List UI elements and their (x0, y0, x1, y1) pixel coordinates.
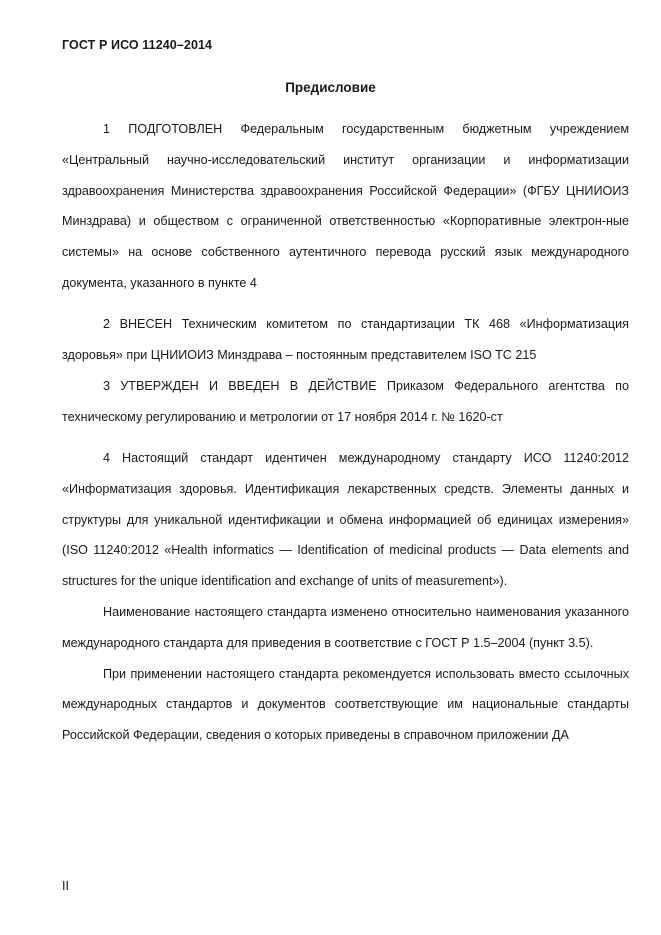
paragraph-prepared-by: 1 ПОДГОТОВЛЕН Федеральным государственным бюджетным учреждением «Центральный научно-исследовательский институт организации и информатизации здравоохранения Министерства здравоохранения Российской Федерации» (ФГБУ ЦНИИОИЗ Минздрава) и обществом с ограниченной ответственностью «Корпоративные электрон-ные системы» на основе собственного аутентичного перевода русский язык международного документа, указанного в пункте 4 (62, 122, 629, 290)
document-code-header: ГОСТ Р ИСО 11240–2014 (62, 38, 213, 52)
paragraph-name-changed: Наименование настоящего стандарта изменено относительно наименования указанного международного стандарта для приведения в соответствие с ГОСТ Р 1.5–2004 (пункт 3.5). (62, 604, 629, 650)
paragraph-introduced-by: 2 ВНЕСЕН Техническим комитетом по стандартизации ТК 468 «Информатизация здоровья» при ЦНИИОИЗ Минздрава – постоянным представителем ISO TC 215 (62, 316, 629, 362)
page-number: II (62, 879, 69, 893)
paragraph-identical-standard: 4 Настоящий стандарт идентичен международному стандарту ИСО 11240:2012 «Информатизация здоровья. Идентификация лекарственных средств. Элементы данных и структуры для уникальной идентификации и обмена информацией об единицах измерения» (ISO 11240:2012 «Health informatics — Identification of medicinal products — Data elements and structures for the unique identification and exchange of units of measurement»). (62, 450, 629, 589)
paragraph-approved: 3 УТВЕРЖДЕН И ВВЕДЕН В ДЕЙСТВИЕ Приказом Федерального агентства по техническому регулированию и метрологии от 17 ноября 2014 г. № 1620-ст (62, 379, 629, 425)
section-title: Предисловие (285, 80, 376, 95)
paragraph-references-note: При применении настоящего стандарта рекомендуется использовать вместо ссылочных международных стандартов и документов соответствующие им национальные стандарты Российской Федерации, сведения о которых приведены в справочном приложении ДА (62, 666, 629, 743)
foreword-body (62, 114, 629, 751)
